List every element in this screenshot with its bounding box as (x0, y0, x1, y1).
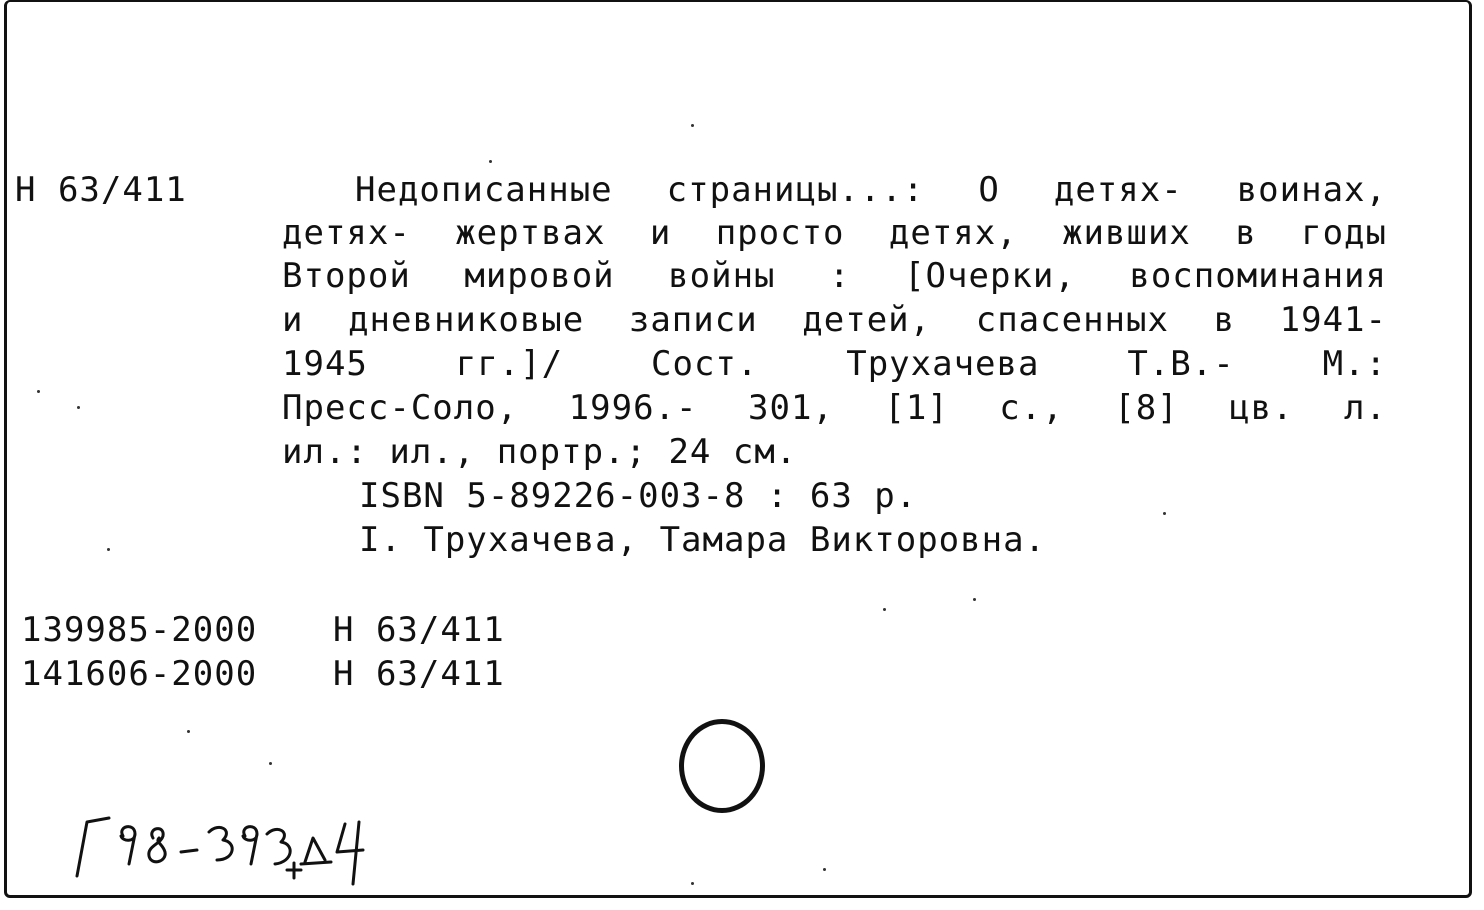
dust-speck (187, 730, 190, 733)
handwritten-note (69, 808, 389, 888)
dust-speck (1163, 512, 1166, 515)
tracing-line: I. Трухачева, Тамара Викторовна. (359, 520, 1047, 560)
inventory-number: 139985-2000 (21, 610, 258, 650)
dust-speck (823, 868, 826, 871)
dust-speck (77, 406, 80, 409)
description-line-2: детях- жертвах и просто детях, живших в годы (282, 213, 1387, 253)
inventory-row (21, 610, 505, 650)
dust-speck (883, 608, 886, 611)
description-line-4: и дневниковые записи детей, спасенных в 1941- (282, 300, 1387, 340)
inventory-number: 141606-2000 (21, 654, 258, 694)
description-line-6: Пресс-Соло, 1996.- 301, [1] с., [8] цв. л. (282, 388, 1387, 428)
description-line-5: 1945 гг.]/ Сост. Трухачева Т.В.- М.: (282, 344, 1387, 384)
catalog-card (4, 0, 1472, 898)
inventory-shelfmark: Н 63/411 (333, 654, 505, 694)
description-line-7: ил.: ил., портр.; 24 см. (282, 432, 798, 472)
dust-speck (691, 882, 694, 885)
description-line-1: Недописанные страницы...: О детях- воинах, (355, 170, 1387, 210)
punch-hole (679, 719, 765, 813)
dust-speck (691, 124, 694, 127)
dust-speck (489, 160, 492, 163)
inventory-row (21, 654, 505, 694)
inventory-shelfmark: Н 63/411 (333, 610, 505, 650)
dust-speck (37, 390, 40, 393)
dust-speck (973, 598, 976, 601)
dust-speck (269, 762, 272, 765)
isbn-line: ISBN 5-89226-003-8 : 63 р. (359, 476, 918, 516)
description-line-3: Второй мировой войны : [Очерки, воспоминания (282, 256, 1387, 296)
dust-speck (107, 548, 110, 551)
card-shelfmark: Н 63/411 (15, 170, 187, 210)
